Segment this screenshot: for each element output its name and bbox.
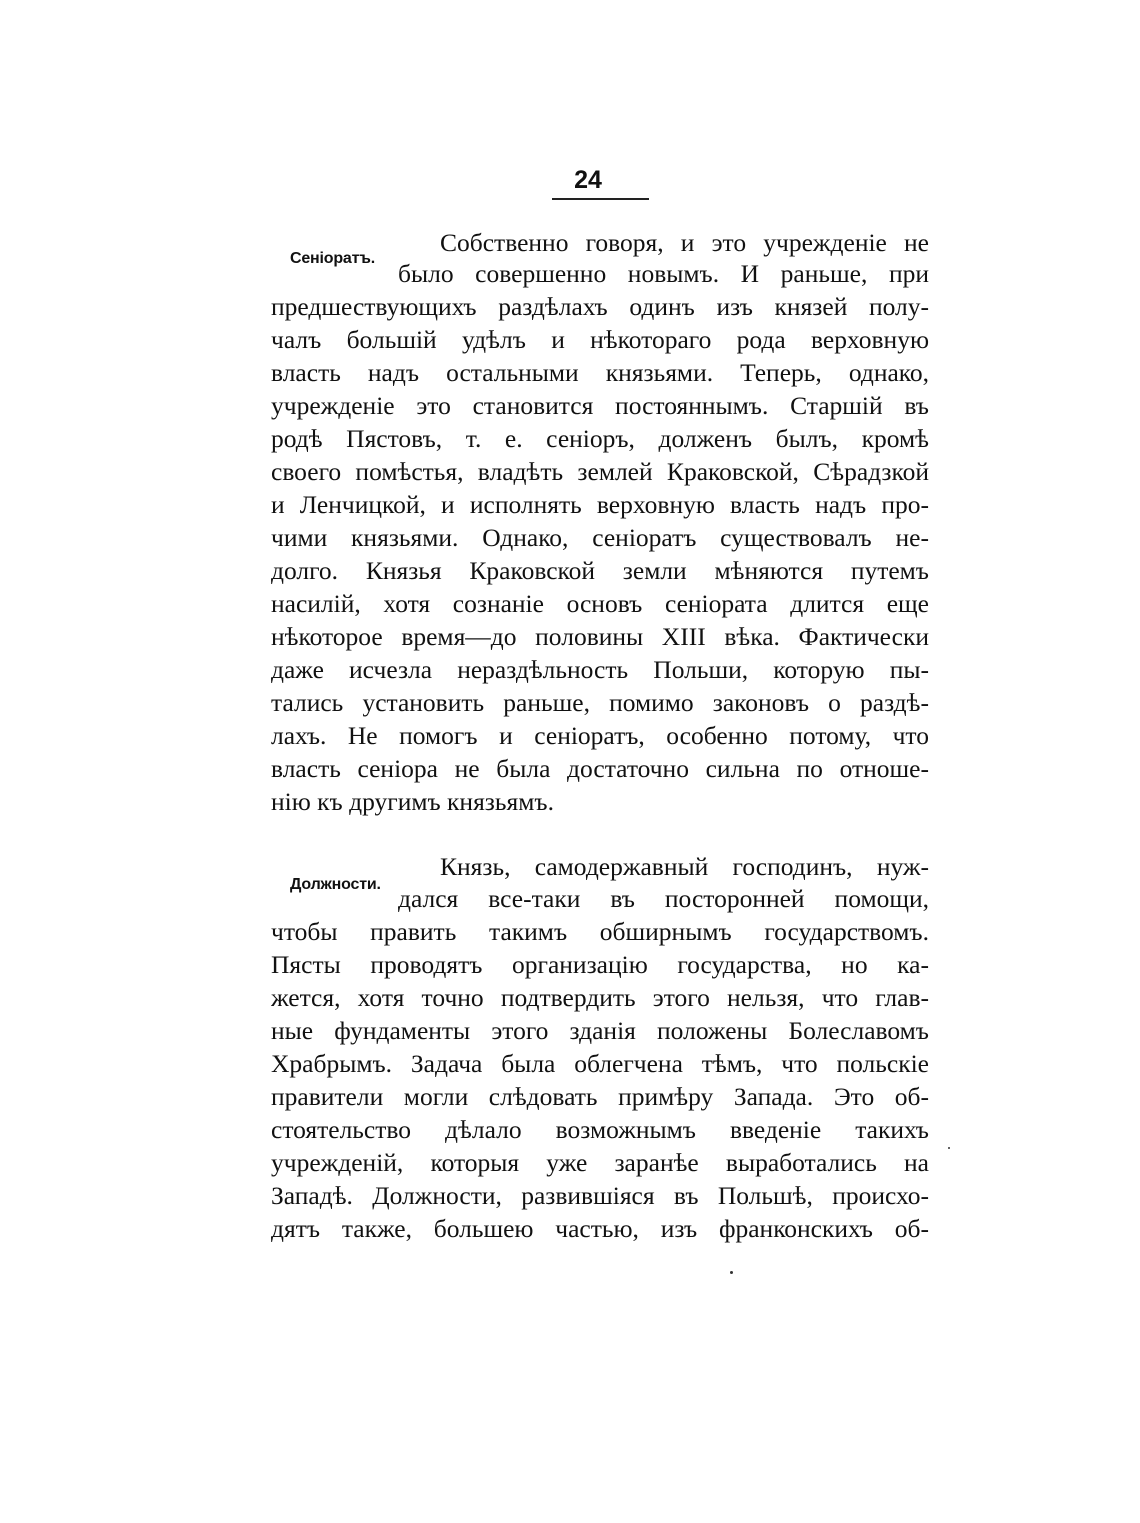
text-line: власть надъ остальными князьями. Теперь, однако, <box>271 358 929 387</box>
text-line: было совершенно новымъ. И раньше, при <box>398 259 929 288</box>
text-line: и Ленчицкой, и исполнять верховную власть надъ про- <box>271 490 929 519</box>
text-line: дался все-таки въ посторонней помощи, <box>398 884 929 913</box>
text-line: тались установить раньше, помимо законовъ о раздѣ- <box>271 688 929 717</box>
text-line: Западѣ. Должности, развившіяся въ Польшѣ, происхо- <box>271 1181 929 1210</box>
text-line: лахъ. Не помогъ и сеніоратъ, особенно потому, что <box>271 721 929 750</box>
text-line: чтобы править такимъ обширнымъ государствомъ. <box>271 917 929 946</box>
text-line: учрежденій, которыя уже заранѣе выработались на <box>271 1148 929 1177</box>
text-line: учрежденіе это становится постояннымъ. Старшій въ <box>271 391 929 420</box>
text-line: родѣ Пястовъ, т. е. сеніоръ, долженъ былъ, кромѣ <box>271 424 929 453</box>
text-line: стоятельство дѣлало возможнымъ введеніе такихъ <box>271 1115 929 1144</box>
text-line: нію къ другимъ князьямъ. <box>271 787 554 816</box>
text-line: Князь, самодержавный господинъ, нуж- <box>440 852 929 881</box>
text-line: насилій, хотя сознаніе основъ сеніората длится еще <box>271 589 929 618</box>
text-line: власть сеніора не была достаточно сильна по отноше- <box>271 754 929 783</box>
text-line: дятъ также, большею частью, изъ франконскихъ об- <box>271 1214 929 1243</box>
scan-speck <box>730 1271 733 1274</box>
text-line: даже исчезла нераздѣльность Польши, которую пы- <box>271 655 929 684</box>
text-line: правители могли слѣдовать примѣру Запада. Это об- <box>271 1082 929 1111</box>
page-number: 24 <box>574 166 602 194</box>
text-line: Собственно говоря, и это учрежденіе не <box>440 228 929 257</box>
text-line: жется, хотя точно подтвердить этого нельзя, что глав- <box>271 983 929 1012</box>
margin-heading-dolzhnosti: Должности. <box>290 876 381 893</box>
text-line: Пясты проводятъ организацію государства, но ка- <box>271 950 929 979</box>
text-line: чалъ большій удѣлъ и нѣкотораго рода верховную <box>271 325 929 354</box>
text-line: чими князьями. Однако, сеніоратъ существовалъ не- <box>271 523 929 552</box>
scan-speck <box>948 1147 950 1149</box>
margin-heading-seniorat: Сеніоратъ. <box>290 250 375 267</box>
text-line: предшествующихъ раздѣлахъ одинъ изъ князей полу- <box>271 292 929 321</box>
text-line: своего помѣстья, владѣть землей Краковской, Сѣрадзкой <box>271 457 929 486</box>
text-line: ные фундаменты этого зданія положены Болеславомъ <box>271 1016 929 1045</box>
page-number-rule <box>552 198 649 200</box>
text-line: нѣкоторое время—до половины XIII вѣка. Фактически <box>271 622 929 651</box>
text-line: Храбрымъ. Задача была облегчена тѣмъ, что польскіе <box>271 1049 929 1078</box>
text-line: долго. Князья Краковской земли мѣняются путемъ <box>271 556 929 585</box>
